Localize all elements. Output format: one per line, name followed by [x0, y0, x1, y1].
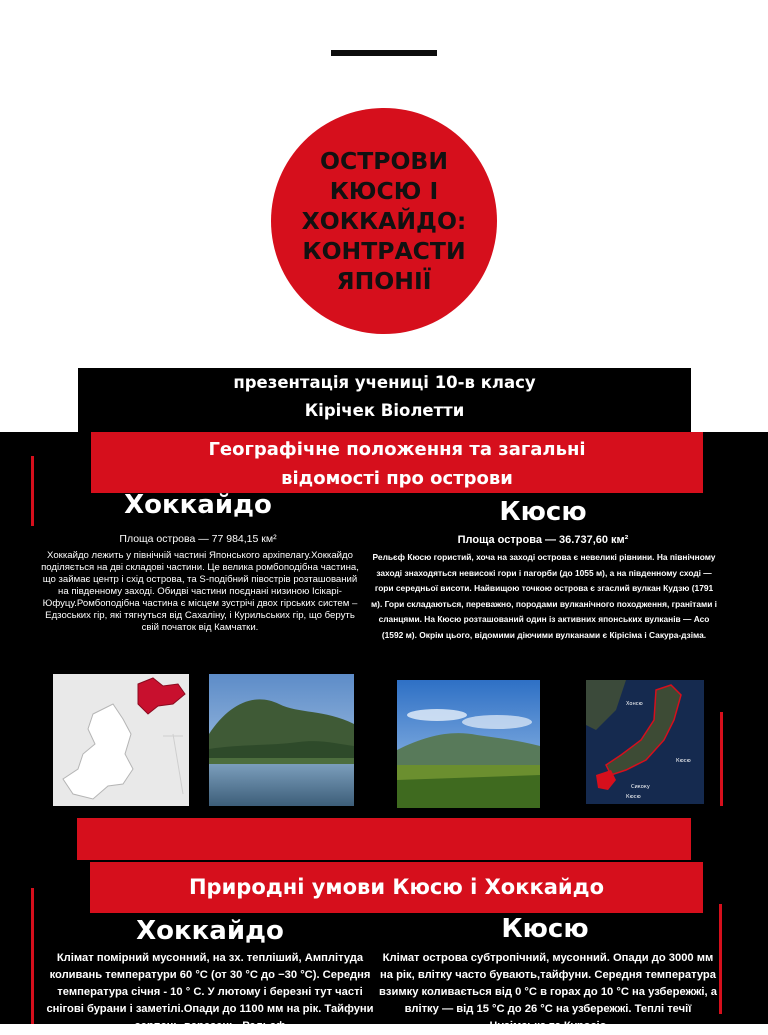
section1-heading-line-1: Географічне положення та загальні — [208, 439, 586, 460]
section1-heading-banner — [91, 432, 703, 493]
decor-line-right-1 — [720, 712, 723, 806]
page-title: ОСТРОВИ КЮСЮ І ХОККАЙДО: КОНТРАСТИ ЯПОНІЇ — [301, 147, 467, 295]
section2-decor-banner — [77, 818, 691, 860]
kyushu-description: Рельєф Кюсю гористий, хоча на заході острова є невеликі рівнини. На північному заході знаходяться невисокі гори і пагорби (до 1055 м), а на південному сході — гори середньої висоти. Найвищою точкою острова є згаслий вулкан Кудзю (1791 м). Гори складаються, переважно, породами вулканічного походження, гранітами і сланцями. На Кюсю розташований один із активних японських вулканів — Асо (1592 м). Окрім цього, відомими діючими вулканами є Кірісіма і Сакура-дзіма. — [370, 552, 718, 640]
decor-line-left-2 — [31, 888, 34, 1024]
hokkaido-heading: Хоккайдо — [124, 490, 272, 520]
kyushu-area: Площа острова — 36.737,60 км² — [457, 534, 629, 546]
hokkaido-climate-text: Клімат помірний мусонний, на зх. тепліший, Амплітуда коливань температури 60 °C (от 30 °C до −30 °C). Середня температура січня - 10 ° С. У лютому і березні тут часті снігові бурани і заметілі.Опади до 1100 мм на рік. Тайфуни серпень-вересень. Рельєф — [46, 952, 374, 1032]
map-label-4: Кюсю — [626, 794, 641, 800]
kyushu-climate-text: Клімат острова субтропічний, мусонний. Опади до 3000 мм на рік, влітку часто бувають,тайфуни. Середня температура взимку коливається від 0 °C в горах до 10 °C на узбережжі, а влітку — від 15 °C до 26 °C на узбережжі. Теплі течії Цусімська та Куросіо — [379, 952, 717, 1032]
section1-heading-line-2: відомості про острови — [281, 468, 513, 489]
hokkaido-climate-heading: Хоккайдо — [136, 916, 284, 946]
hokkaido-description: Хоккайдо лежить у північній частині Японського архіпелагу.Хоккайдо поділяється на дві складові частини. Це велика ромбоподібна частина, що займає центр і схід острова, та S-подібний півострів розташований на південному заході. Обидві частини поєднані низиною Ісікарі-Юфуцу.Ромбоподібна частина є місцем зустрічі двох гірських систем – Едзоських гір, які тягнуться від Сахаліну, і Курильських гір, що беруть свій початок від Камчатки. — [41, 550, 359, 633]
map-label-3: Сикоку — [631, 784, 650, 790]
kyushu-map-image — [586, 680, 704, 804]
author-box — [78, 368, 691, 433]
top-decoration-bar — [331, 50, 437, 56]
title-circle — [271, 108, 497, 334]
section2-heading: Природні умови Кюсю і Хоккайдо — [188, 875, 605, 899]
map-label-1: Хонсю — [626, 701, 643, 707]
hokkaido-map-image — [53, 674, 189, 806]
hokkaido-landscape-image — [209, 674, 354, 806]
kyushu-heading: Кюсю — [499, 497, 587, 527]
kyushu-climate-heading: Кюсю — [501, 914, 589, 944]
map-label-2: Кюсю — [676, 758, 691, 764]
decor-line-left-1 — [31, 456, 34, 526]
section2-heading-banner — [90, 862, 703, 913]
author-line-1: презентація учениці 10-в класу — [233, 373, 536, 392]
decor-line-right-2 — [719, 904, 722, 1014]
kyushu-landscape-image — [397, 680, 540, 808]
author-line-2: Кірічек Віолетти — [304, 401, 465, 420]
hokkaido-area: Площа острова — 77 984,15 км² — [119, 533, 277, 545]
